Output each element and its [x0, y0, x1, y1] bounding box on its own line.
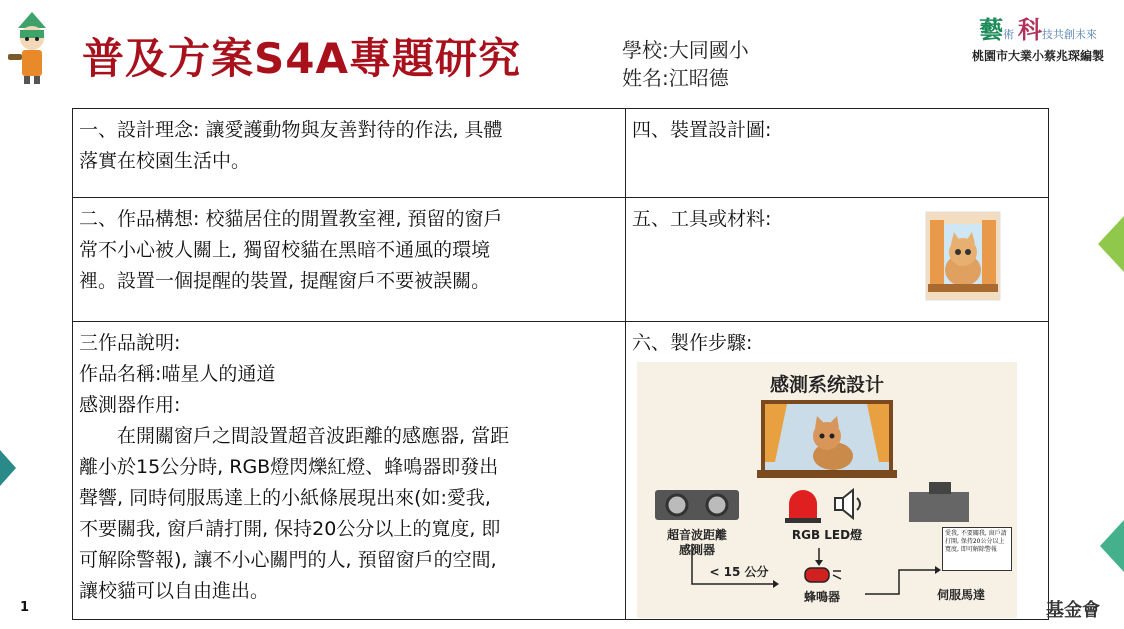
distance-connector-head	[773, 580, 779, 588]
s2-line-2: 常不小心被人關上, 獨留校貓在黑暗不通風的環境	[79, 239, 491, 261]
cat-window-image	[924, 210, 1002, 302]
brand-char-2: 科	[1017, 16, 1042, 44]
name-line: 姓名:江昭德	[622, 66, 729, 90]
author-info	[622, 36, 749, 92]
s5-heading: 五、工具或材料:	[632, 208, 772, 230]
rgb-led	[789, 490, 817, 520]
brand-char-1: 藝	[979, 16, 1004, 44]
s6-heading: 六、製作步驟:	[632, 332, 753, 354]
rgb-led-base	[785, 518, 821, 523]
page-title: 普及方案S4A專題研究	[82, 34, 521, 83]
ultrasonic-label	[649, 528, 745, 558]
section-design-concept	[73, 109, 626, 198]
speaker-icon	[835, 498, 843, 510]
speaker-cone	[843, 490, 853, 518]
s3-work-name: 作品名稱:喵星人的通道	[79, 363, 276, 385]
s1-line-1: 一、設計理念: 讓愛護動物與友善對待的作法, 具體	[79, 119, 503, 141]
brand-credit: 桃園市大業小蔡兆琛編製	[971, 49, 1104, 63]
ultrasonic-label-1: 超音波距離	[666, 528, 727, 542]
ultrasonic-eye-right	[707, 495, 727, 515]
s3-heading: 三作品說明:	[79, 332, 181, 354]
decorative-arrow-teal	[1100, 520, 1124, 572]
arrow-rgb-to-buzzer-head	[815, 560, 823, 566]
decorative-arrow-left	[0, 450, 16, 486]
s3-line-6: 讓校貓可以自由進出。	[79, 580, 270, 602]
mascot-illustration	[6, 10, 58, 86]
ultrasonic-eye-left	[667, 495, 687, 515]
school-line: 學校:大同國小	[622, 38, 749, 62]
servo-label: 伺服馬達	[936, 588, 985, 602]
section-work-concept	[73, 198, 626, 322]
s3-line-2: 離小於15公分時, RGB燈閃爍紅燈、蜂鳴器即發出	[79, 456, 499, 478]
decorative-arrow-green	[1098, 216, 1124, 272]
cat-eye-right	[830, 434, 835, 439]
s3-line-4: 不要關我, 窗戶請打開, 保持20公分以上的寬度, 即	[79, 518, 501, 540]
rgb-led-label: RGB LED燈	[791, 528, 863, 542]
arrow-to-servo-head	[935, 566, 941, 574]
ultrasonic-label-2: 感測器	[678, 543, 715, 557]
section-device-design	[626, 109, 1049, 198]
distance-label: < 15 公分	[709, 565, 769, 579]
servo-horn	[929, 482, 951, 494]
sound-waves	[857, 498, 860, 510]
foundation-logo-text: 基金會	[1046, 600, 1100, 621]
s3-line-1: 在開關窗戶之間設置超音波距離的感應器, 當距	[117, 425, 510, 447]
section-work-description	[73, 322, 626, 620]
s2-line-3: 裡。設置一個提醒的裝置, 提醒窗戶不要被誤關。	[79, 270, 491, 292]
s3-line-3: 聲響, 同時伺服馬達上的小紙條展現出來(如:愛我,	[79, 487, 491, 509]
s3-line-5: 可解除警報), 讓不小心關門的人, 預留窗戶的空間,	[79, 549, 497, 571]
window-ledge	[757, 470, 897, 478]
brand-char-1-small: 術	[1003, 28, 1015, 41]
brand-tagline: 技共創未來	[1041, 28, 1097, 41]
servo-motor	[909, 492, 969, 522]
servo-note-paper: 愛我, 不要關我, 窗戶請打開, 保持20公分以上寬度, 即可解除警報	[942, 527, 1012, 571]
cat-eye-left	[820, 434, 825, 439]
sensor-system-diagram	[637, 362, 1017, 618]
buzzer	[805, 568, 829, 582]
buzzer-waves	[833, 571, 841, 579]
s3-sensor-heading: 感測器作用:	[79, 394, 181, 416]
diagram-title: 感測系统設计	[769, 374, 884, 396]
s2-line-1: 二、作品構想: 校貓居住的閒置教室裡, 預留的窗戶	[79, 208, 503, 230]
page-number: 1	[20, 600, 30, 615]
diagram-graphics	[637, 362, 1017, 618]
brand-logo	[958, 10, 1118, 64]
s4-heading: 四、裝置設計圖:	[632, 119, 772, 141]
buzzer-label: 蜂鳴器	[803, 590, 840, 604]
s1-line-2: 落實在校園生活中。	[79, 150, 251, 172]
